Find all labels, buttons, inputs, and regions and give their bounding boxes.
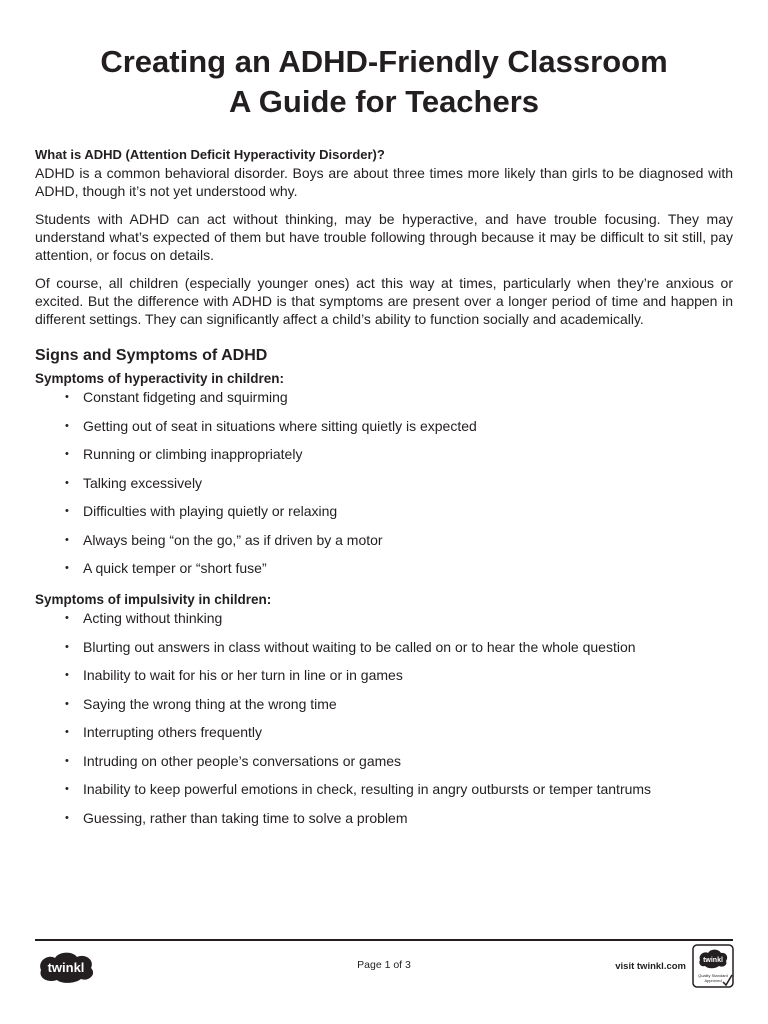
hyperactivity-symptom-item-text: Always being “on the go,” as if driven by a motor [83,531,383,548]
impulsivity-symptom-item-text: Intruding on other people’s conversations or games [83,752,402,769]
page-title [35,42,733,122]
badge-brand: twinkl [703,957,723,964]
impulsivity-symptom-item-text: Interrupting others frequently [83,724,262,740]
impulsivity-symptom-item [65,695,733,713]
bullet-icon: • [65,669,69,681]
bullet-icon: • [65,697,69,710]
impulsivity-heading: Symptoms of impulsivity in children: [35,592,272,607]
badge-line-1: Quality Standard [698,973,728,978]
hyperactivity-symptom-item-text: Talking excessively [83,474,203,491]
title-line-2: A Guide for Teachers [228,84,540,119]
hyperactivity-symptom-item-text: Getting out of seat in situations where sitting quietly is expected [83,417,477,434]
document-page [35,0,733,837]
bullet-icon: • [65,811,69,824]
hyperactivity-list [35,388,733,577]
bullet-icon: • [65,533,69,546]
hyperactivity-symptom-item [65,445,733,463]
impulsivity-symptom-item [65,723,733,741]
hyperactivity-symptom-item [65,559,733,577]
impulsivity-symptom-item [65,780,733,798]
hyperactivity-symptom-item-text: Running or climbing inappropriately [83,446,303,462]
hyperactivity-symptom-item [65,388,733,406]
hyperactivity-symptom-item [65,502,733,520]
badge-line-2: Approved [704,978,722,983]
title-line-1: Creating an ADHD-Friendly Classroom [100,44,668,79]
hyperactivity-symptom-item [65,531,733,549]
impulsivity-symptom-item [65,809,733,827]
bullet-icon: • [65,476,69,489]
quality-badge [692,944,734,988]
hyperactivity-symptom-item-text: Constant fidgeting and squirming [83,389,288,405]
impulsivity-symptom-item [65,752,733,770]
logo-text: twinkl [47,960,85,975]
bullet-icon: • [65,783,69,795]
bullet-icon: • [65,505,69,517]
bullet-icon: • [65,640,69,653]
page-number: Page 1 of 3 [357,959,411,971]
hyperactivity-symptom-item [65,474,733,492]
bullet-icon: • [65,419,69,432]
visit-link[interactable]: visit twinkl.com [615,961,686,972]
impulsivity-symptom-item-text: Acting without thinking [83,610,223,626]
intro-question: What is ADHD (Attention Deficit Hyperactivity Disorder)? [35,147,385,162]
impulsivity-symptom-item-text: Inability to wait for his or her turn in line or in games [83,667,403,683]
impulsivity-symptom-item-text: Saying the wrong thing at the wrong time [83,695,337,712]
intro-paragraph-2: Students with ADHD can act without thinking, may be hyperactive, and have trouble focusing. They may understand what’s expected of them but have trouble following through because it may be difficult to sit still, pay attention, or focus on details. [35,211,733,263]
impulsivity-symptom-item [65,609,733,627]
impulsivity-symptom-item [65,638,733,656]
bullet-icon: • [65,726,69,738]
impulsivity-list [35,609,733,827]
bullet-icon: • [65,391,69,403]
footer-divider [35,939,733,941]
hyperactivity-symptom-item [65,417,733,435]
bullet-icon: • [65,612,69,624]
hyperactivity-symptom-item-text: A quick temper or “short fuse” [83,560,267,576]
impulsivity-symptom-item-text: Inability to keep powerful emotions in check, resulting in angry outbursts or temper tantrums [83,781,652,797]
intro-paragraph-3: Of course, all children (especially younger ones) act this way at times, particularly when they’re anxious or excited. But the difference with ADHD is that symptoms are present over a longer period of time and happen in different settings. They can significantly affect a child’s ability to function socially and academically. [35,275,733,327]
bullet-icon: • [65,562,69,574]
impulsivity-symptom-item-text: Guessing, rather than taking time to solve a problem [83,809,408,826]
intro-paragraph-1: ADHD is a common behavioral disorder. Boys are about three times more likely than girls to be diagnosed with ADHD, though it’s not yet understood why. [35,165,733,199]
signs-heading: Signs and Symptoms of ADHD [35,347,268,364]
bullet-icon: • [65,754,69,767]
impulsivity-symptom-item [65,666,733,684]
impulsivity-symptom-item-text: Blurting out answers in class without waiting to be called on or to hear the whole question [83,638,636,655]
hyperactivity-heading: Symptoms of hyperactivity in children: [35,371,285,386]
hyperactivity-symptom-item-text: Difficulties with playing quietly or relaxing [83,503,338,519]
bullet-icon: • [65,448,69,460]
